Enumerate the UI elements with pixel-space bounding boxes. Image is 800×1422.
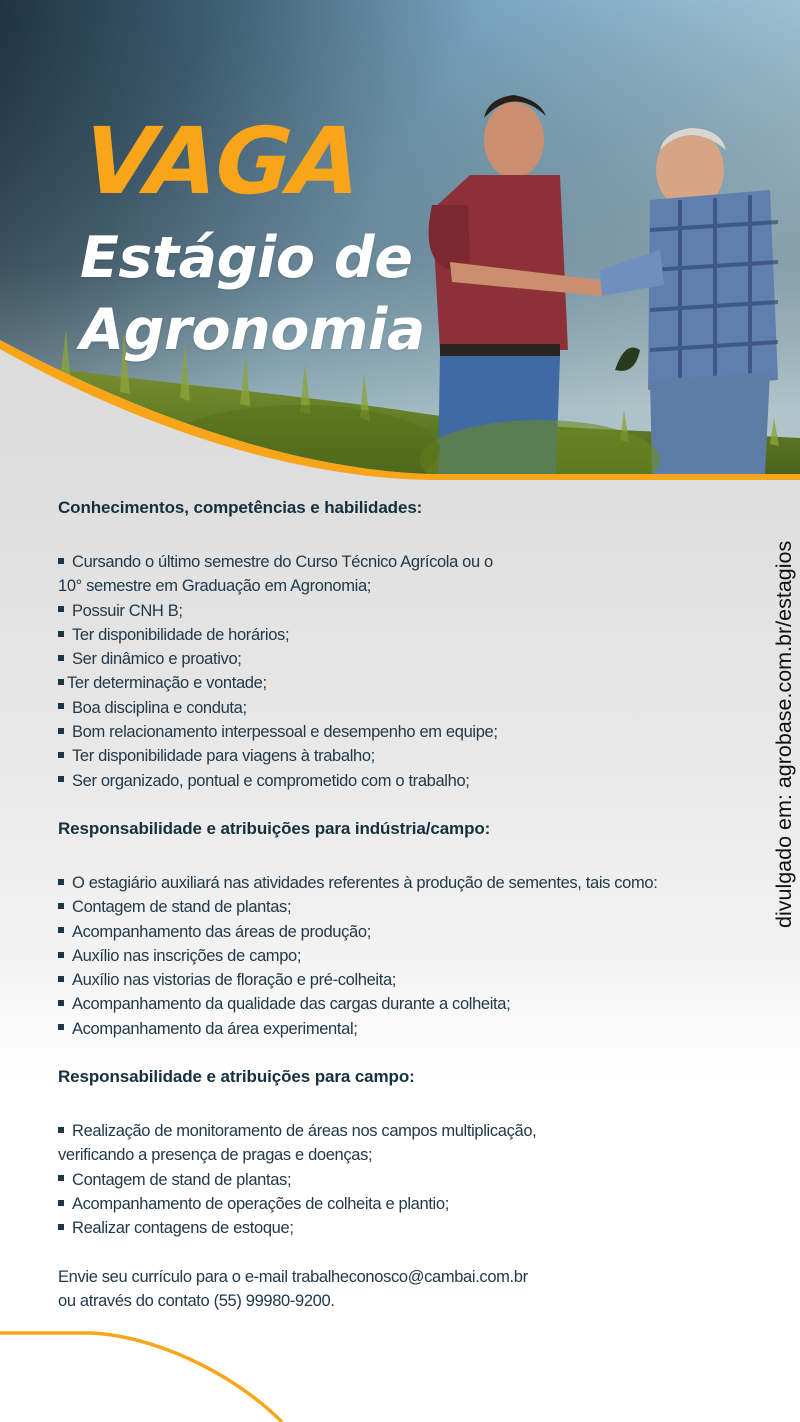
bullet-icon [58,1175,64,1181]
list-item: Ter disponibilidade de horários; [58,623,773,647]
list-item: Realizar contagens de estoque; [58,1216,773,1240]
skills-list [58,550,773,793]
list-item: Ser dinâmico e proativo; [58,647,773,671]
bullet-icon [58,1024,64,1030]
hero-title: VAGA [80,108,363,215]
list-item: Contagem de stand de plantas; [58,1168,773,1192]
list-item: Ter determinação e vontade; [58,671,773,695]
bullet-icon [58,631,64,637]
bullet-icon [58,927,64,933]
bullet-icon [58,976,64,982]
list-item: Ser organizado, pontual e comprometido com o trabalho; [58,769,773,793]
list-item: Acompanhamento da qualidade das cargas durante a colheita; [58,992,773,1016]
hero-subtitle-line2: Agronomia [80,297,425,363]
list-item: Bom relacionamento interpessoal e desempenho em equipe; [58,720,773,744]
field-list [58,1119,773,1240]
list-item: Acompanhamento da área experimental; [58,1017,773,1041]
bullet-icon [58,879,64,885]
section-heading-industry-field: Responsabilidade e atribuições para indústria/campo: [58,818,491,838]
bullet-icon [58,952,64,958]
list-item: Possuir CNH B; [58,599,773,623]
industry-field-list [58,871,773,1041]
list-item: Acompanhamento das áreas de produção; [58,920,773,944]
source-credit: divulgado em: agrobase.com.br/estagios [772,540,796,928]
list-item: Ter disponibilidade para viagens à trabalho; [58,744,773,768]
bullet-icon [58,903,64,909]
bullet-icon [58,606,64,612]
bullet-icon [58,728,64,734]
list-item-continuation: verificando a presença de pragas e doenças; [58,1146,373,1165]
hero-subtitle-line1: Estágio de [80,225,413,291]
contact-phone-line[interactable]: ou através do contato (55) 99980-9200. [58,1291,335,1310]
contact-email-line[interactable]: Envie seu currículo para o e-mail trabalheconosco@cambai.com.br [58,1267,528,1286]
list-item: Cursando o último semestre do Curso Técnico Agrícola ou o [58,550,773,574]
job-description [58,496,773,1313]
decorative-orange-curve [0,1320,300,1422]
list-item: Realização de monitoramento de áreas nos campos multiplicação, [58,1119,773,1143]
bullet-icon [58,1127,64,1133]
bullet-icon [58,1200,64,1206]
bullet-icon [58,1000,64,1006]
section-heading-field: Responsabilidade e atribuições para campo: [58,1067,415,1087]
bullet-icon [58,752,64,758]
bullet-icon [58,655,64,661]
hero-banner [0,0,800,480]
section-heading-skills: Conhecimentos, competências e habilidades: [58,498,423,517]
list-item: O estagiário auxiliará nas atividades referentes à produção de sementes, tais como: [58,871,773,895]
bullet-icon [58,776,64,782]
contact-info [58,1265,773,1314]
list-item: Auxílio nas vistorias de floração e pré-colheita; [58,968,773,992]
list-item: Auxílio nas inscrições de campo; [58,944,773,968]
list-item: Contagem de stand de plantas; [58,895,773,919]
bullet-icon [58,679,64,685]
bullet-icon [58,558,64,564]
bullet-icon [58,703,64,709]
bullet-icon [58,1224,64,1230]
list-item: Boa disciplina e conduta; [58,696,773,720]
list-item: Acompanhamento de operações de colheita e plantio; [58,1192,773,1216]
list-item-continuation: 10° semestre em Graduação em Agronomia; [58,577,372,596]
